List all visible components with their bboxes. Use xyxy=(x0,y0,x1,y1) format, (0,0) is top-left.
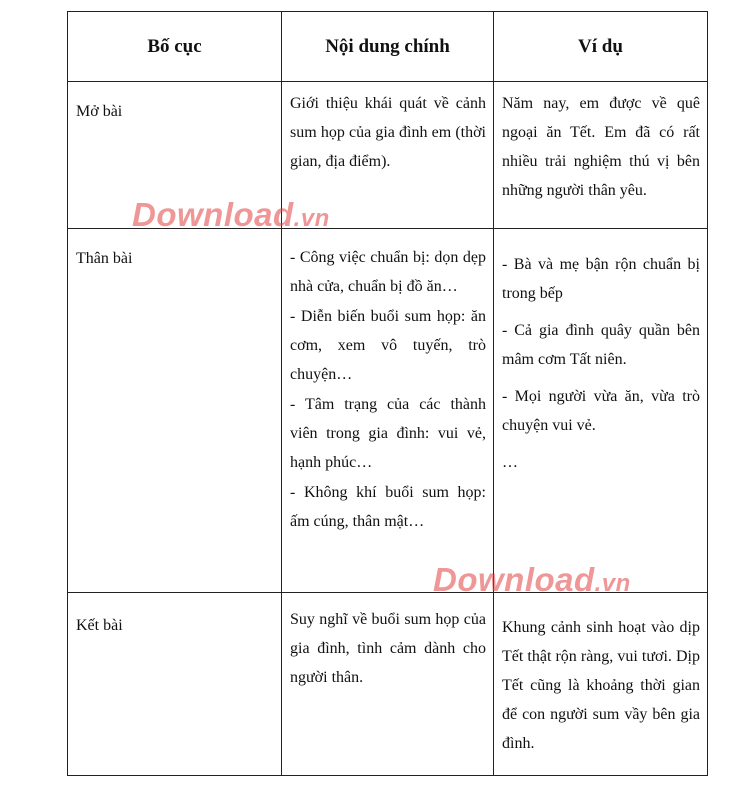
table-row xyxy=(68,82,708,229)
example-item: - Cả gia đình quây quần bên mâm cơm Tất niên. xyxy=(502,322,700,368)
table-header-row xyxy=(68,12,708,82)
section-cell xyxy=(68,229,282,593)
section-label: Thân bài xyxy=(76,250,133,267)
watermark-brand: Download xyxy=(433,561,595,598)
watermark-brand: Download xyxy=(132,196,294,233)
section-label: Mở bài xyxy=(76,103,123,120)
content-cell xyxy=(282,593,494,776)
content-item: - Không khí buổi sum họp: ấm cúng, thân mật… xyxy=(290,484,486,530)
content-item: - Công việc chuẩn bị: dọn dẹp nhà cửa, chuẩn bị đồ ăn… xyxy=(290,249,486,295)
example-item: - Bà và mẹ bận rộn chuẩn bị trong bếp xyxy=(502,256,700,302)
example-item: - Mọi người vừa ăn, vừa trò chuyện vui vẻ. xyxy=(502,388,700,434)
header-main-content: Nội dung chính xyxy=(282,12,494,82)
example-cell xyxy=(494,593,708,776)
content-cell xyxy=(282,229,494,593)
section-cell xyxy=(68,82,282,229)
example-cell xyxy=(494,82,708,229)
watermark-tld: .vn xyxy=(594,570,631,597)
example-cell xyxy=(494,229,708,593)
example-text: Năm nay, em được về quê ngoại ăn Tết. Em đã có rất nhiều trải nghiệm thú vị bên những người thân yêu. xyxy=(502,95,700,199)
section-cell xyxy=(68,593,282,776)
content-item: - Tâm trạng của các thành viên trong gia đình: vui vẻ, hạnh phúc… xyxy=(290,396,486,471)
section-label: Kết bài xyxy=(76,617,123,634)
content-item: - Diễn biến buổi sum họp: ăn cơm, xem vô tuyến, trò chuyện… xyxy=(290,308,486,383)
content-cell xyxy=(282,82,494,229)
example-item: … xyxy=(502,454,518,471)
content-text: Giới thiệu khái quát về cảnh sum họp của gia đình em (thời gian, địa điểm). xyxy=(290,95,486,170)
table-row xyxy=(68,229,708,593)
watermark-tld: .vn xyxy=(293,205,330,232)
header-example: Ví dụ xyxy=(494,12,708,82)
header-structure: Bố cục xyxy=(68,12,282,82)
outline-table xyxy=(67,11,708,776)
content-text: Suy nghĩ về buổi sum họp của gia đình, tình cảm dành cho người thân. xyxy=(290,611,486,686)
example-text: Khung cảnh sinh hoạt vào dịp Tết thật rộn ràng, vui tươi. Dịp Tết cũng là khoảng thời gian để con người sum vầy bên gia đình. xyxy=(502,619,700,752)
table-row xyxy=(68,593,708,776)
